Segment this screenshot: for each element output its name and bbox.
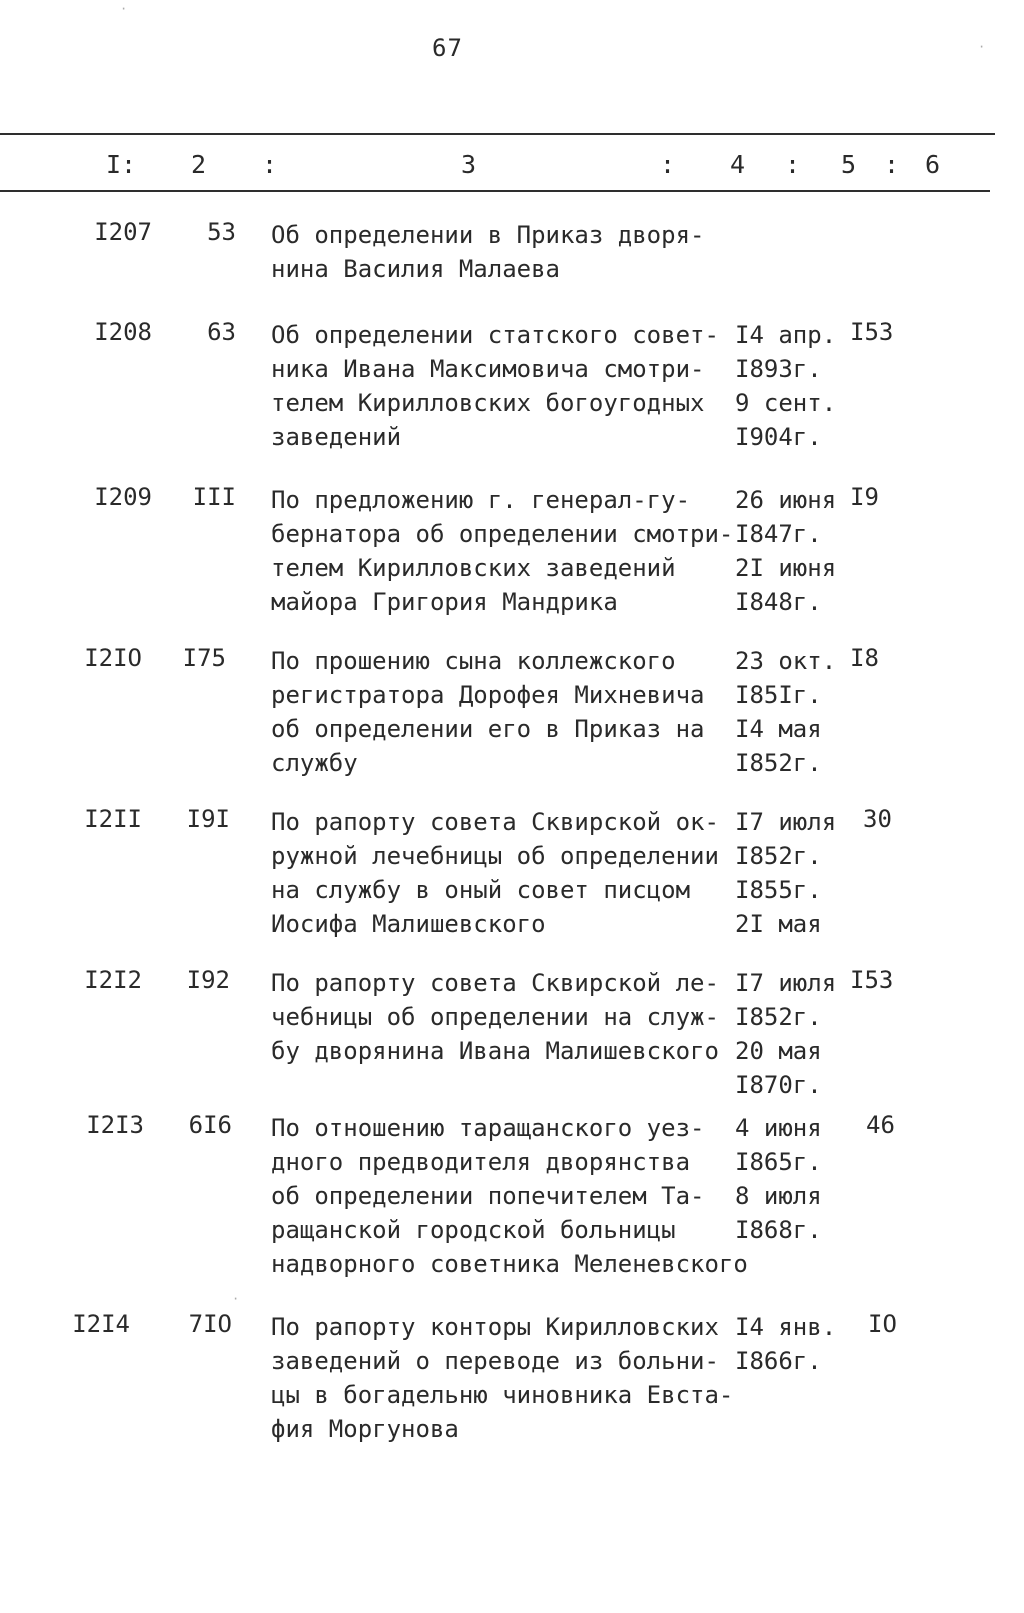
date-line: I852г. bbox=[735, 749, 822, 777]
date-line: 20 мая bbox=[735, 1037, 822, 1065]
date-line: I4 апр. bbox=[735, 321, 837, 349]
description-line: цы в богадельню чиновника Евста- bbox=[271, 1381, 734, 1409]
date-line: I7 июля bbox=[735, 969, 837, 997]
header-top-rule bbox=[0, 133, 995, 135]
description-line: дного предводителя дворянства bbox=[271, 1148, 691, 1176]
record-description bbox=[271, 483, 734, 619]
date-line: I7 июля bbox=[735, 808, 837, 836]
description-line: По рапорту конторы Кирилловских bbox=[271, 1313, 719, 1341]
record-number: I209 bbox=[94, 483, 152, 511]
description-line: надворного советника Меленевского bbox=[271, 1250, 748, 1278]
header-bottom-rule bbox=[0, 190, 990, 192]
date-line: I866г. bbox=[735, 1347, 822, 1375]
date-line: 26 июня bbox=[735, 486, 837, 514]
record-description bbox=[271, 805, 731, 941]
date-line: 2I июня bbox=[735, 554, 837, 582]
record-dates bbox=[735, 644, 845, 780]
page-count: I8 bbox=[850, 644, 879, 672]
description-line: чебницы об определении на служ- bbox=[271, 1003, 719, 1031]
date-line: 9 сент. bbox=[735, 389, 837, 417]
scan-speck: · bbox=[232, 1292, 240, 1306]
sheet-number: 7IO bbox=[188, 1310, 232, 1338]
date-line: 4 июня bbox=[735, 1114, 822, 1142]
description-line: Иосифа Малишевского bbox=[271, 910, 546, 938]
date-line: I4 мая bbox=[735, 715, 822, 743]
date-line: I904г. bbox=[735, 423, 822, 451]
record-description bbox=[271, 318, 731, 454]
header-sep-4: : bbox=[884, 150, 900, 179]
header-sep-2: : bbox=[660, 150, 676, 179]
record-number: I2I2 bbox=[84, 966, 142, 994]
record-number: I2IO bbox=[84, 644, 142, 672]
header-sep-1: : bbox=[262, 150, 278, 179]
record-dates bbox=[735, 318, 845, 454]
record-dates bbox=[735, 966, 845, 1102]
description-line: заведений bbox=[271, 423, 402, 451]
page-count: I9 bbox=[850, 483, 879, 511]
page-count: I53 bbox=[850, 966, 894, 994]
date-line: 23 окт. bbox=[735, 647, 837, 675]
description-line: на службу в оный совет писцом bbox=[271, 876, 691, 904]
page-count: 30 bbox=[863, 805, 892, 833]
description-line: бернатора об определении смотри- bbox=[271, 520, 734, 548]
record-dates bbox=[735, 483, 845, 619]
record-description bbox=[271, 644, 731, 780]
description-line: об определении попечителем Та- bbox=[271, 1182, 705, 1210]
record-description bbox=[271, 966, 731, 1068]
header-col-5: 5 bbox=[841, 150, 857, 179]
description-line: телем Кирилловских богоугодных bbox=[271, 389, 705, 417]
date-line: I865г. bbox=[735, 1148, 822, 1176]
description-line: Об определении статского совет- bbox=[271, 321, 719, 349]
record-number: I207 bbox=[94, 218, 152, 246]
record-description bbox=[271, 1111, 748, 1281]
record-number: I2I3 bbox=[86, 1111, 144, 1139]
scan-speck: · bbox=[978, 40, 986, 54]
date-line: 8 июля bbox=[735, 1182, 822, 1210]
description-line: службу bbox=[271, 749, 358, 777]
sheet-number: I9I bbox=[186, 805, 230, 833]
date-line: I870г. bbox=[735, 1071, 822, 1099]
record-number: I2I4 bbox=[72, 1310, 130, 1338]
date-line: I852г. bbox=[735, 842, 822, 870]
date-line: I852г. bbox=[735, 1003, 822, 1031]
description-line: По предложению г. генерал-гу- bbox=[271, 486, 691, 514]
description-line: регистратора Дорофея Михневича bbox=[271, 681, 705, 709]
date-line: I893г. bbox=[735, 355, 822, 383]
header-col-4: 4 bbox=[730, 150, 746, 179]
record-number: I2II bbox=[84, 805, 142, 833]
page-number: 67 bbox=[432, 34, 463, 62]
description-line: Об определении в Приказ дворя- bbox=[271, 221, 705, 249]
page-count: IO bbox=[868, 1310, 897, 1338]
record-description bbox=[271, 218, 731, 286]
scan-speck: · bbox=[120, 2, 128, 16]
description-line: фия Моргунова bbox=[271, 1415, 459, 1443]
page-count: 46 bbox=[866, 1111, 895, 1139]
date-line: I847г. bbox=[735, 520, 822, 548]
description-line: об определении его в Приказ на bbox=[271, 715, 705, 743]
record-dates bbox=[735, 805, 845, 941]
sheet-number: I75 bbox=[182, 644, 226, 672]
record-dates bbox=[735, 1111, 845, 1247]
header-sep-3: : bbox=[785, 150, 801, 179]
description-line: По рапорту совета Сквирской ле- bbox=[271, 969, 719, 997]
header-col-1: I: bbox=[106, 150, 137, 179]
sheet-number: 6I6 bbox=[188, 1111, 232, 1139]
sheet-number: I92 bbox=[186, 966, 230, 994]
date-line: I4 янв. bbox=[735, 1313, 837, 1341]
sheet-number: 53 bbox=[207, 218, 236, 246]
description-line: майора Григория Мандрика bbox=[271, 588, 618, 616]
description-line: телем Кирилловских заведений bbox=[271, 554, 676, 582]
description-line: бу дворянина Ивана Малишевского bbox=[271, 1037, 719, 1065]
record-description bbox=[271, 1310, 734, 1446]
record-number: I208 bbox=[94, 318, 152, 346]
description-line: По отношению таращанского уез- bbox=[271, 1114, 705, 1142]
record-dates bbox=[735, 1310, 845, 1378]
description-line: По рапорту совета Сквирской ок- bbox=[271, 808, 719, 836]
header-col-6: 6 bbox=[925, 150, 941, 179]
header-col-3: 3 bbox=[461, 150, 477, 179]
description-line: нина Василия Малаева bbox=[271, 255, 560, 283]
description-line: ращанской городской больницы bbox=[271, 1216, 676, 1244]
header-col-2: 2 bbox=[191, 150, 207, 179]
date-line: I868г. bbox=[735, 1216, 822, 1244]
description-line: заведений о переводе из больни- bbox=[271, 1347, 719, 1375]
description-line: ружной лечебницы об определении bbox=[271, 842, 719, 870]
description-line: По прошению сына коллежского bbox=[271, 647, 676, 675]
page-count: I53 bbox=[850, 318, 894, 346]
description-line: ника Ивана Максимовича смотри- bbox=[271, 355, 705, 383]
date-line: I848г. bbox=[735, 588, 822, 616]
date-line: I85Iг. bbox=[735, 681, 822, 709]
sheet-number: 63 bbox=[207, 318, 236, 346]
date-line: 2I мая bbox=[735, 910, 822, 938]
date-line: I855г. bbox=[735, 876, 822, 904]
sheet-number: III bbox=[192, 483, 236, 511]
